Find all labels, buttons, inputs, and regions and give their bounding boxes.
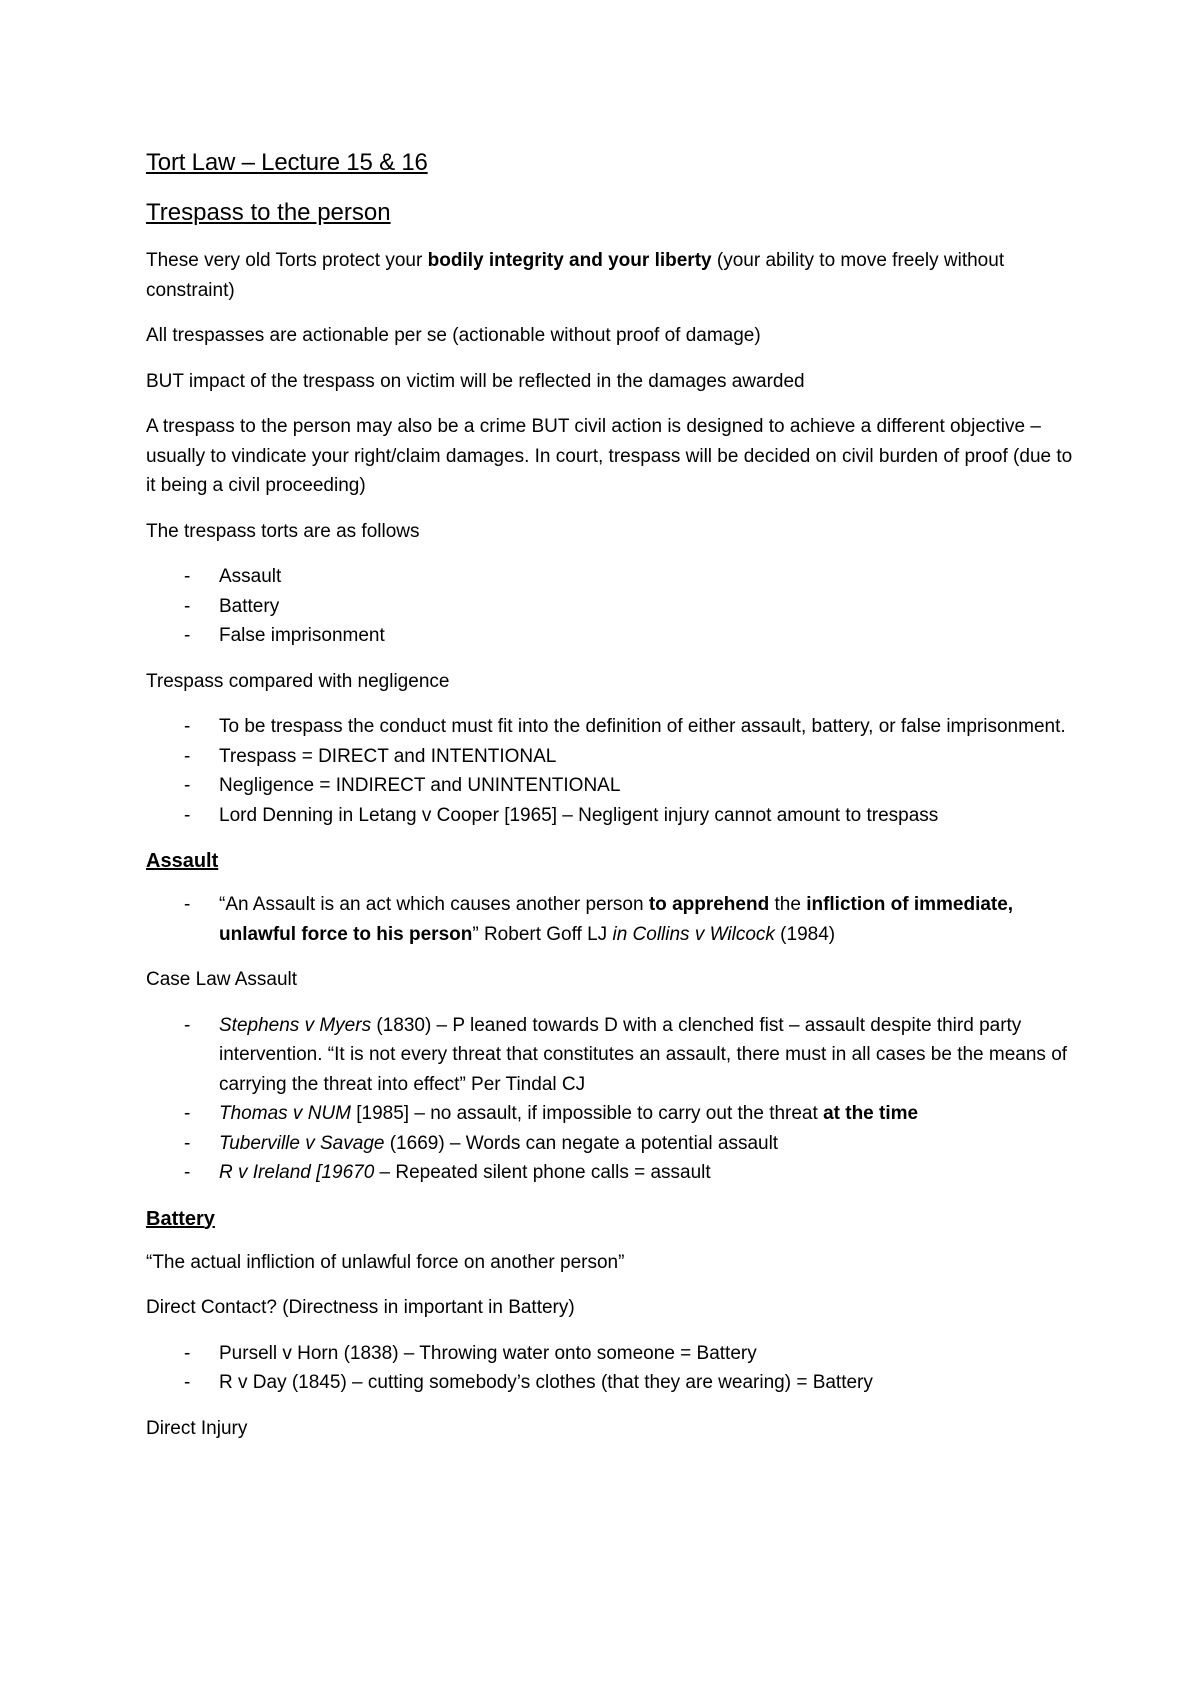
battery-heading: Battery bbox=[146, 1207, 215, 1230]
page-title: Tort Law – Lecture 15 & 16 bbox=[146, 149, 428, 176]
list-item: - To be trespass the conduct must fit into the definition of either assault, battery, or false imprisonment. bbox=[146, 712, 1076, 742]
direct-injury-paragraph: Direct Injury bbox=[146, 1417, 248, 1439]
case-thomas: - Thomas v NUM [1985] – no assault, if impossible to carry out the threat at the time bbox=[146, 1099, 1076, 1129]
case-ireland: - R v Ireland [19670 – Repeated silent phone calls = assault bbox=[146, 1158, 1076, 1188]
list-item: - Lord Denning in Letang v Cooper [1965] – Negligent injury cannot amount to trespass bbox=[146, 801, 1076, 831]
assault-heading: Assault bbox=[146, 850, 219, 872]
intro-paragraph: These very old Torts protect your bodily integrity and your liberty (your ability to move freely without constraint) bbox=[146, 250, 1005, 301]
torts-list bbox=[146, 562, 1076, 651]
per-se-paragraph: All trespasses are actionable per se (actionable without proof of damage) bbox=[146, 325, 761, 346]
case-tuberville: - Tuberville v Savage (1669) – Words can negate a potential assault bbox=[146, 1129, 1076, 1159]
case-stephens: - Stephens v Myers (1830) – P leaned towards D with a clenched fist – assault despite third party intervention. “It is not every threat that constitutes an assault, there must in all cases be the means of carrying the threat into effect” Per Tindal CJ bbox=[146, 1011, 1076, 1100]
crime-paragraph: A trespass to the person may also be a crime BUT civil action is designed to achieve a different objective – usually to vindicate your right/claim damages. In court, trespass will be decided on civil burden of proof (due to it being a civil proceeding) bbox=[146, 416, 1073, 496]
list-item: - Battery bbox=[146, 592, 1076, 622]
case-law-label: Case Law Assault bbox=[146, 969, 298, 990]
direct-contact-paragraph: Direct Contact? (Directness in important in Battery) bbox=[146, 1297, 575, 1318]
list-item: - Negligence = INDIRECT and UNINTENTIONAL bbox=[146, 771, 1076, 801]
compared-list bbox=[146, 712, 1076, 830]
list-item: - False imprisonment bbox=[146, 621, 1076, 651]
compared-intro: Trespass compared with negligence bbox=[146, 670, 450, 692]
list-item: - Assault bbox=[146, 562, 1076, 592]
impact-paragraph: BUT impact of the trespass on victim will be reflected in the damages awarded bbox=[146, 370, 805, 392]
torts-intro: The trespass torts are as follows bbox=[146, 520, 420, 542]
document-body bbox=[146, 146, 1076, 1459]
battery-cases-list bbox=[146, 1339, 1076, 1398]
assault-cases-list bbox=[146, 1011, 1076, 1188]
section-heading-trespass: Trespass to the person bbox=[146, 199, 391, 226]
list-item: - Pursell v Horn (1838) – Throwing water onto someone = Battery bbox=[146, 1339, 1076, 1369]
list-item: - R v Day (1845) – cutting somebody’s clothes (that they are wearing) = Battery bbox=[146, 1368, 1076, 1398]
assault-definition: - “An Assault is an act which causes another person to apprehend the infliction of immediate, unlawful force to his person” Robert Goff LJ in Collins v Wilcock (1984) bbox=[146, 890, 1076, 949]
list-item: - Trespass = DIRECT and INTENTIONAL bbox=[146, 742, 1076, 772]
battery-definition: “The actual infliction of unlawful force on another person” bbox=[146, 1251, 625, 1273]
assault-definition-list bbox=[146, 890, 1076, 949]
